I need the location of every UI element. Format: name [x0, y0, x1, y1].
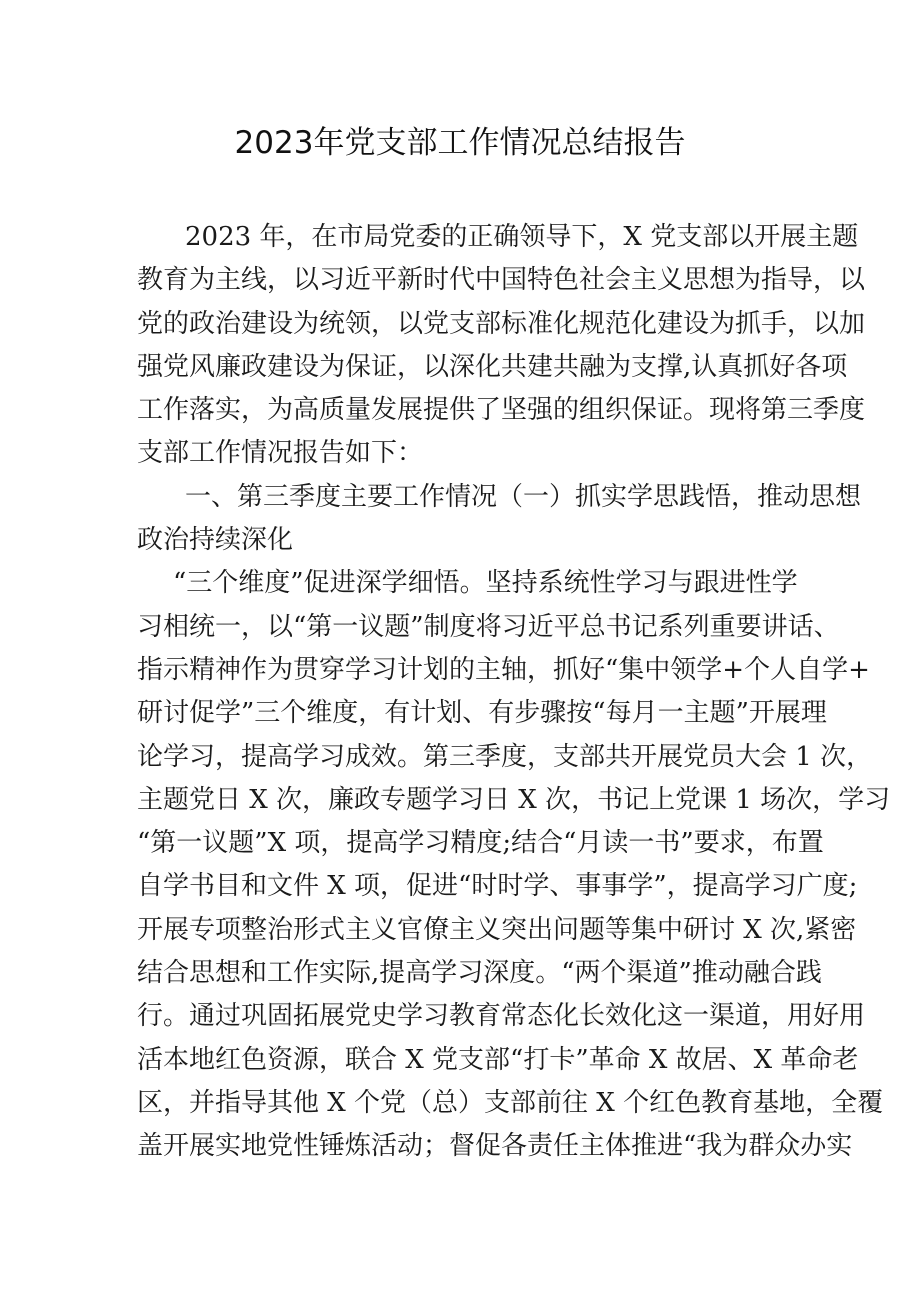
text-line: 盖开展实地党性锤炼活动；督促各责任主体推进“我为群众办实	[137, 1131, 853, 1162]
text-line: 活本地红色资源，联合 X 党支部“打卡”革命 X 故居、X 革命老	[137, 1044, 859, 1075]
text-line: 开展专项整治形式主义官僚主义突出问题等集中研讨 X 次,紧密	[137, 914, 857, 945]
text-line: 教育为主线，以习近平新时代中国特色社会主义思想为指导，以	[137, 265, 866, 296]
text-line: 一、第三季度主要工作情况（一）抓实学思践悟，推动思想	[185, 481, 862, 512]
text-line: 2023 年，在市局党委的正确领导下，X 党支部以开展主题	[185, 222, 859, 252]
document-body	[137, 216, 891, 1169]
text-line: 研讨促学”三个维度，有计划、有步骤按“每月一主题”开展理	[137, 698, 827, 729]
text-line: 主题党日 X 次，廉政专题学习日 X 次，书记上党课 1 场次，学习	[137, 784, 891, 815]
text-line: 区，并指导其他 X 个党（总）支部前往 X 个红色教育基地，全覆	[137, 1087, 884, 1118]
text-line: “三个维度”促进深学细悟。坚持系统性学习与跟进性学	[173, 568, 798, 599]
document-title: 2023年党支部工作情况总结报告	[234, 125, 686, 161]
paragraph	[137, 476, 862, 563]
text-line: 党的政治建设为统领，以党支部标准化规范化建设为抓手，以加	[137, 308, 866, 339]
text-line: 指示精神作为贯穿学习计划的主轴，抓好“集中领学+个人自学+	[137, 654, 870, 685]
text-line: 支部工作情况报告如下：	[137, 438, 424, 469]
text-line: 工作落实，为高质量发展提供了坚强的组织保证。现将第三季度	[137, 395, 866, 426]
text-line: 行。通过巩固拓展党史学习教育常态化长效化这一渠道，用好用	[137, 1001, 866, 1032]
text-line: 政治持续深化	[137, 525, 294, 556]
text-line: 结合思想和工作实际,提高学习深度。“两个渠道”推动融合践	[137, 958, 822, 989]
text-line: 强党风廉政建设为保证，以深化共建共融为支撑,认真抓好各项	[137, 351, 848, 382]
text-line: 习相统一，以“第一议题”制度将习近平总书记系列重要讲话、	[137, 611, 840, 642]
paragraph	[137, 216, 866, 476]
text-line: 自学书目和文件 X 项，促进“时时学、事事学”，提高学习广度;	[137, 871, 858, 902]
text-line: “第一议题”X 项，提高学习精度;结合“月读一书”要求，布置	[137, 828, 824, 859]
paragraph	[137, 562, 891, 1168]
text-line: 论学习，提高学习成效。第三季度，支部共开展党员大会 1 次，	[137, 741, 873, 772]
